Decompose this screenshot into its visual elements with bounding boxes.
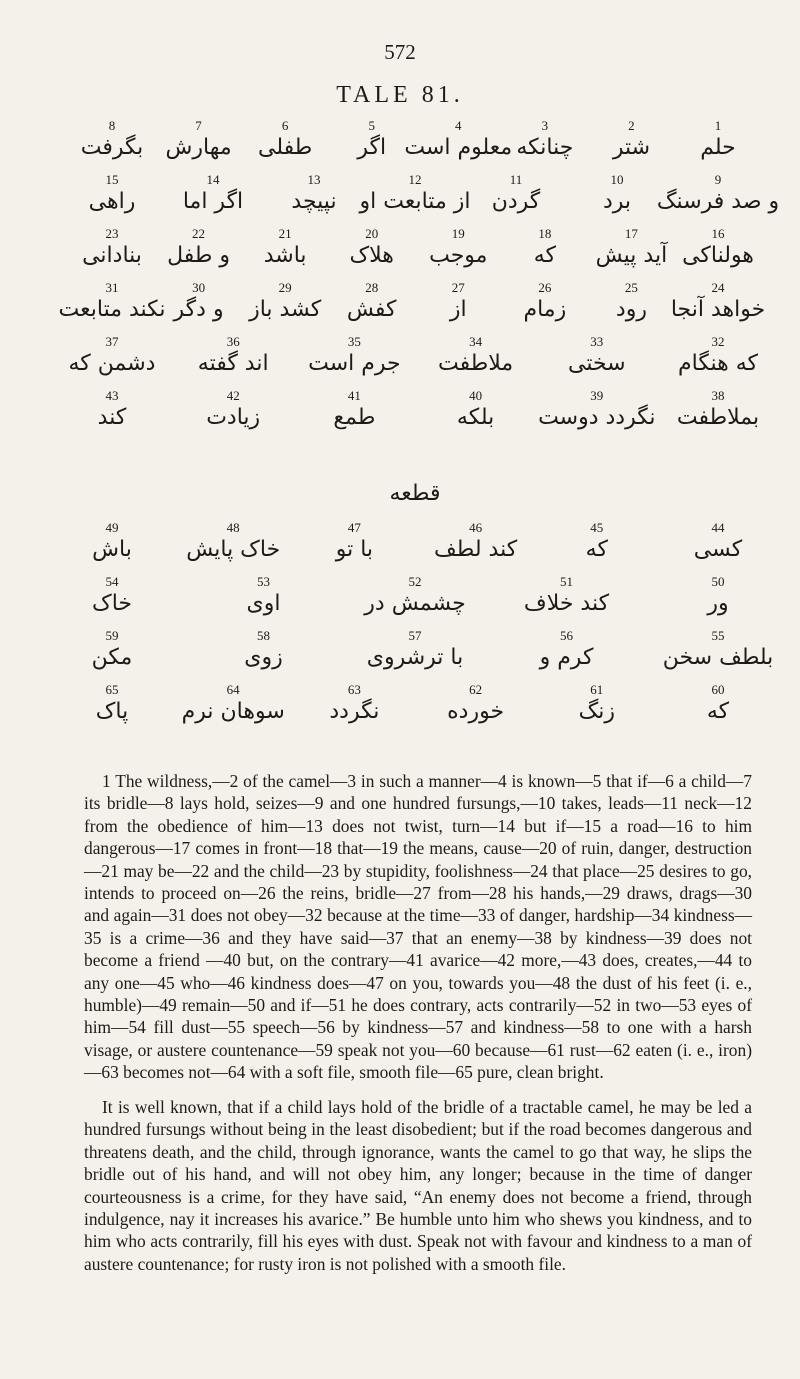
- vocab-number: 18: [538, 226, 552, 241]
- vocab-cell: [390, 480, 441, 508]
- vocab-cell: [516, 118, 573, 162]
- vocab-cell: [291, 172, 336, 216]
- vocab-cell: [336, 520, 373, 564]
- vocab-row: [82, 118, 748, 172]
- vocab-word: آید پیش: [595, 243, 668, 268]
- vocab-cell: [678, 334, 758, 378]
- vocab-number: 54: [105, 574, 119, 589]
- vocab-number: 51: [560, 574, 573, 589]
- vocab-cell: [657, 172, 779, 216]
- vocab-word: که: [706, 699, 730, 724]
- vocab-word: اگر: [357, 135, 387, 160]
- vocab-number: 20: [365, 226, 379, 241]
- vocab-cell: [457, 388, 494, 432]
- vocab-cell: [447, 682, 504, 726]
- vocab-row: [82, 520, 748, 574]
- vocab-word: برد: [602, 189, 632, 214]
- table-title: TALE 81.: [336, 82, 464, 108]
- vocab-number: 27: [451, 280, 465, 295]
- vocab-number: 32: [711, 334, 725, 349]
- vocab-cell: [247, 574, 281, 618]
- vocab-word: که: [533, 243, 556, 268]
- vocab-number: 52: [408, 574, 422, 589]
- vocab-cell: [707, 682, 729, 726]
- vocab-cell: [244, 628, 282, 672]
- vocab-word: ور: [707, 591, 729, 616]
- vocab-cell: [329, 682, 379, 726]
- vocab-row: [82, 172, 780, 226]
- vocab-word: ملاطفت: [438, 351, 514, 376]
- vocab-number: 44: [711, 520, 725, 535]
- vocab-number: 9: [714, 172, 722, 187]
- vocab-word: زمام: [523, 297, 567, 322]
- vocab-cell: [523, 280, 566, 324]
- vocab-word: نکند متابعت: [58, 297, 166, 322]
- vocab-number: 8: [108, 118, 116, 133]
- vocab-number: 30: [192, 280, 206, 295]
- vocab-word: هلاک: [349, 243, 394, 268]
- vocab-word: گردن: [491, 189, 541, 214]
- vocab-cell: [82, 226, 142, 270]
- vocab-number: 10: [610, 172, 624, 187]
- vocab-word: بلطف سخن: [662, 645, 774, 670]
- vocab-number: 41: [347, 388, 361, 403]
- vocab-cell: [524, 574, 609, 618]
- translation-text: 1 The wildness,—2 of the camel—3 in such a manner—4 is known—5 that if—6 a child—7 its bridle—8 lays hold, seizes—9 and one hundred fursungs,—10 takes, leads—11 neck—12 from the obedience of him—13 does not twist, turn—14 but if—15 a road—16 to him dangerous—17 comes in front—18 that—19 the means, cause—20 of ruin, danger, destruction—21 may be—22 and the child—23 by stupidity, foolishness—24 that place—25 desires to go, intends to proceed on—26 the reins, bridle—27 from—28 his hands,—29 draws, drags—30 and again—31 does not obey—32 because at the time—33 of danger, hardship—34 kindness—35 is a crime—36 and they have said—37 that an enemy—38 by kindness—39 does not become a friend —40 but, on the contrary—41 avarice—42 more,—43 does, creates,—44 to any one—45 who—46 kindness does—47 on you, towards you—48 the dust of his feet (i. e., humble)—49 remain—50 and if—51 he does contrary, acts contrarily—52 in two—53 eyes of him—54 fill dust—55 speech—56 by kindness—57 and kindness—58 to one with a harsh visage, or austere countenance—59 speak not you—60 because—61 rust—62 eaten (i. e., iron)—63 becomes not—64 with a soft file, smooth file—65 pure, clean bright.: [84, 771, 752, 1083]
- vocab-number: 45: [590, 520, 604, 535]
- vocab-word: بملاطفت: [676, 405, 760, 430]
- vocab-cell: [92, 628, 133, 672]
- vocab-number: 7: [195, 118, 202, 133]
- vocab-cell: [492, 172, 541, 216]
- vocab-cell: [616, 280, 647, 324]
- vocab-number: 53: [257, 574, 270, 589]
- vocab-word: خواهد آنجا: [670, 297, 766, 322]
- vocab-number: 13: [307, 172, 321, 187]
- word-by-word-translation: [84, 770, 752, 1084]
- vocab-word: زیادت: [206, 405, 261, 430]
- vocab-number: 12: [408, 172, 422, 187]
- vocab-row: [58, 280, 766, 334]
- vocab-word: که: [585, 537, 608, 562]
- vocab-cell: [186, 520, 280, 564]
- vocab-cell: [198, 334, 269, 378]
- vocab-word: نگردد: [329, 699, 380, 724]
- vocab-number: 23: [105, 226, 119, 241]
- vocab-cell: [258, 118, 312, 162]
- vocab-number: 47: [347, 520, 361, 535]
- vocab-number: 56: [559, 628, 573, 643]
- vocab-cell: [538, 388, 655, 432]
- vocab-cell: [249, 280, 321, 324]
- vocab-word: کرم و: [539, 645, 594, 670]
- vocab-word: سختی: [567, 351, 626, 376]
- vocab-cell: [534, 226, 556, 270]
- vocab-number: 26: [538, 280, 552, 295]
- vocab-cell: [596, 226, 668, 270]
- vocab-word: بنادانی: [82, 243, 142, 268]
- vocab-cell: [694, 520, 742, 564]
- vocab-word: مکن: [91, 645, 133, 670]
- vocab-number: 25: [624, 280, 638, 295]
- vocab-cell: [568, 334, 626, 378]
- vocab-word: و طفل: [167, 243, 231, 268]
- vocab-number: 65: [105, 682, 119, 697]
- vocab-word: اند گفته: [197, 351, 269, 376]
- paraphrase-paragraph: [84, 1096, 752, 1275]
- vocab-word: کفش: [346, 297, 397, 322]
- vocab-number: 62: [469, 682, 483, 697]
- vocab-number: 60: [711, 682, 725, 697]
- vocab-cell: [206, 388, 260, 432]
- vocab-cell: [677, 388, 759, 432]
- vocab-word: معلوم است: [404, 135, 513, 160]
- vocab-row: [82, 480, 748, 520]
- paraphrase-text: It is well known, that if a child lays hold of the bridle of a tractable camel, he may be led a hundred fursungs without being in the least disobedient; but if the road becomes dangerous and threatens death, and the child, through ignorance, wants the camel to go that way, he slips the bridle out of his hand, and will not obey him, any longer; because in the time of danger courteousness is a crime, for they have said, “An enemy does not become a friend, through indulgence, nay it increases his avarice.” Be humble unto him who shews you kindness, and to him who acts contrarily, fill his eyes with dust. Speak not with favour and kindness to a man of austere countenance; for rusty iron is not polished with a smooth file.: [84, 1097, 752, 1274]
- vocab-cell: [182, 682, 285, 726]
- vocab-word: قطعه: [389, 481, 441, 506]
- persian-vocabulary-table: [58, 118, 780, 736]
- vocab-number: 29: [278, 280, 292, 295]
- vocab-number: 33: [590, 334, 604, 349]
- vocab-number: 36: [226, 334, 240, 349]
- vocab-number: 6: [281, 118, 289, 133]
- vocab-word: خورده: [447, 699, 505, 724]
- vocab-cell: [671, 280, 765, 324]
- vocab-number: 24: [711, 280, 725, 295]
- vocab-word: از متابعت او: [359, 189, 471, 214]
- vocab-word: چشمش در: [364, 591, 466, 616]
- vocab-word: باش: [92, 537, 132, 562]
- vocab-cell: [349, 226, 393, 270]
- vocab-word: شتر: [612, 135, 651, 160]
- vocab-word: زنگ: [578, 699, 616, 724]
- vocab-cell: [333, 388, 375, 432]
- vocab-cell: [586, 520, 608, 564]
- vocab-number: 37: [105, 334, 119, 349]
- vocab-number: 21: [278, 226, 292, 241]
- vocab-cell: [367, 628, 464, 672]
- vocab-number: 31: [105, 280, 119, 295]
- vocab-number: 59: [105, 628, 119, 643]
- vocab-number: 15: [105, 172, 119, 187]
- vocab-cell: [540, 628, 594, 672]
- vocab-cell: [264, 226, 307, 270]
- vocab-number: 57: [408, 628, 422, 643]
- vocab-word: و دگر: [173, 297, 224, 322]
- vocab-cell: [69, 334, 156, 378]
- vocab-number: 4: [455, 118, 462, 133]
- vocab-word: دشمن که: [68, 351, 156, 376]
- vocab-number: 63: [347, 682, 361, 697]
- vocab-cell: [59, 280, 166, 324]
- vocab-cell: [663, 628, 774, 672]
- vocab-cell: [92, 574, 132, 618]
- vocab-cell: [429, 226, 487, 270]
- vocab-number: 17: [624, 226, 638, 241]
- vocab-number: 42: [226, 388, 240, 403]
- vocab-word: از: [449, 297, 467, 322]
- vocab-cell: [364, 574, 465, 618]
- vocab-number: 40: [469, 388, 483, 403]
- vocab-row: [68, 334, 758, 388]
- vocab-number: 64: [226, 682, 240, 697]
- vocab-word: خاک پایش: [186, 537, 281, 562]
- vocab-word: کند لطف: [434, 537, 518, 562]
- vocab-cell: [579, 682, 615, 726]
- vocab-cell: [357, 118, 386, 162]
- vocab-cell: [81, 118, 144, 162]
- vocab-word: مهارش: [165, 135, 232, 160]
- vocab-word: پاک: [95, 699, 129, 724]
- vocab-number: 11: [509, 172, 523, 187]
- vocab-number: 50: [711, 574, 725, 589]
- vocab-cell: [166, 118, 232, 162]
- vocab-word: طفلی: [258, 135, 313, 160]
- vocab-row: [82, 388, 760, 442]
- vocab-cell: [98, 388, 127, 432]
- vocab-word: جرم است: [308, 351, 401, 376]
- vocab-word: طمع: [333, 405, 376, 430]
- vocab-cell: [682, 226, 754, 270]
- vocab-number: 14: [206, 172, 220, 187]
- vocab-cell: [347, 280, 397, 324]
- vocab-number: 39: [590, 388, 604, 403]
- vocab-word: موجب: [429, 243, 488, 268]
- vocab-word: بلکه: [456, 405, 495, 430]
- vocab-number: 28: [365, 280, 379, 295]
- vocab-number: 22: [192, 226, 206, 241]
- vocab-word: خاک: [92, 591, 132, 616]
- vocab-cell: [707, 574, 728, 618]
- vocab-row: [82, 628, 774, 682]
- page-number: 572: [384, 40, 416, 64]
- vocab-number: 43: [105, 388, 119, 403]
- vocab-number: 58: [257, 628, 270, 643]
- vocab-cell: [450, 280, 467, 324]
- vocab-word: چنانکه: [516, 135, 574, 160]
- vocab-word: کند خلاف: [523, 591, 610, 616]
- vocab-cell: [96, 682, 129, 726]
- vocab-word: اوی: [246, 591, 281, 616]
- vocab-word: زوی: [244, 645, 283, 670]
- vocab-word: کند: [97, 405, 127, 430]
- vocab-cell: [603, 172, 631, 216]
- vocab-word: کسی: [693, 537, 743, 562]
- vocab-word: راهی: [88, 189, 136, 214]
- vocab-word: با تو: [335, 537, 374, 562]
- vocab-word: نپیچد: [291, 189, 337, 214]
- vocab-word: هولناکی: [682, 243, 754, 268]
- vocab-cell: [700, 118, 736, 162]
- vocab-word: بگرفت: [80, 135, 144, 160]
- vocab-cell: [613, 118, 650, 162]
- vocab-cell: [89, 172, 136, 216]
- vocab-number: 3: [541, 118, 549, 133]
- vocab-number: 5: [368, 118, 375, 133]
- vocab-number: 48: [226, 520, 240, 535]
- vocab-number: 35: [347, 334, 361, 349]
- vocab-word: سوهان نرم: [181, 699, 285, 724]
- vocab-number: 55: [711, 628, 725, 643]
- vocab-cell: [404, 118, 512, 162]
- vocab-cell: [434, 520, 517, 564]
- vocab-cell: [308, 334, 401, 378]
- vocab-word: کشد باز: [249, 297, 322, 322]
- vocab-word: رود: [615, 297, 647, 322]
- vocab-word: که هنگام: [678, 351, 758, 376]
- vocab-number: 38: [711, 388, 725, 403]
- vocab-word: اگر اما: [182, 189, 244, 214]
- vocab-number: 1: [714, 118, 722, 133]
- vocab-number: 19: [451, 226, 465, 241]
- vocab-row: [82, 226, 754, 280]
- vocab-number: 16: [711, 226, 725, 241]
- vocab-number: 34: [469, 334, 483, 349]
- vocab-cell: [183, 172, 243, 216]
- vocab-number: 46: [469, 520, 483, 535]
- vocab-number: 2: [628, 118, 635, 133]
- vocab-word: باشد: [263, 243, 307, 268]
- vocab-cell: [438, 334, 513, 378]
- vocab-number: 61: [590, 682, 604, 697]
- vocab-word: با ترشروی: [366, 645, 464, 670]
- vocab-word: حلم: [700, 135, 736, 160]
- vocab-word: نگردد دوست: [538, 405, 656, 430]
- vocab-word: و صد فرسنگ: [656, 189, 780, 214]
- vocab-cell: [92, 520, 132, 564]
- vocab-cell: [174, 280, 224, 324]
- vocab-row: [82, 574, 748, 628]
- vocab-row: [82, 682, 748, 736]
- vocab-cell: [360, 172, 471, 216]
- vocab-cell: [167, 226, 230, 270]
- vocab-number: 49: [105, 520, 119, 535]
